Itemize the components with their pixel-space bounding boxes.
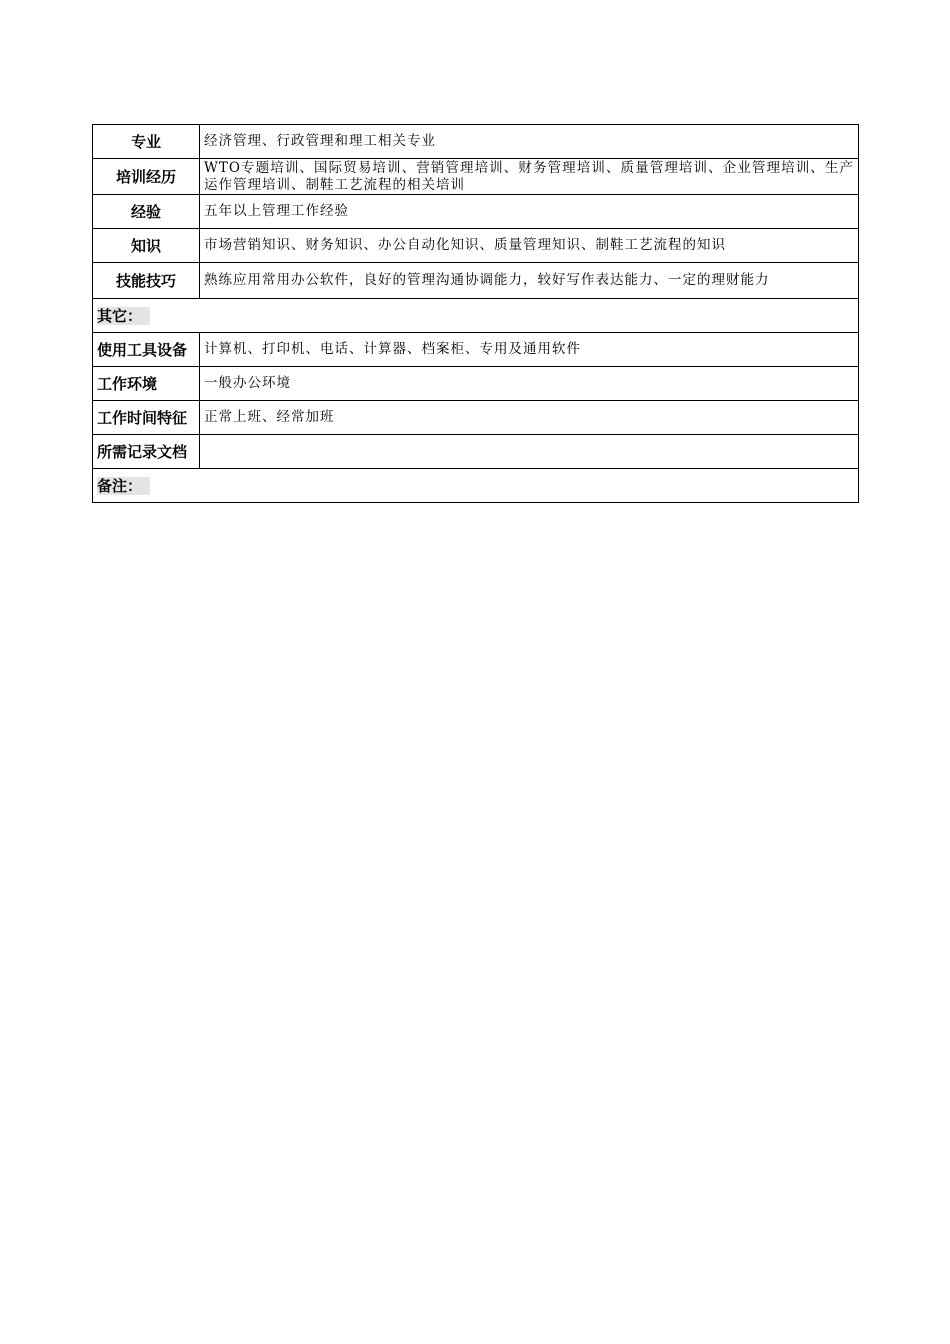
row-value-tools: 计算机、打印机、电话、计算器、档案柜、专用及通用软件 <box>200 333 859 367</box>
row-label-environment: 工作环境 <box>93 367 200 401</box>
table-row <box>93 159 859 195</box>
job-requirements-table <box>92 124 859 503</box>
table-row <box>93 401 859 435</box>
row-value-records <box>200 435 859 469</box>
row-label-tools: 使用工具设备 <box>93 333 200 367</box>
section-label-notes: 备注： <box>97 477 150 495</box>
row-value-training: WTO专题培训、国际贸易培训、营销管理培训、财务管理培训、质量管理培训、企业管理培训、生产运作管理培训、制鞋工艺流程的相关培训 <box>200 159 859 195</box>
row-label-experience: 经验 <box>93 195 200 229</box>
table-row <box>93 367 859 401</box>
row-value-knowledge: 市场营销知识、财务知识、办公自动化知识、质量管理知识、制鞋工艺流程的知识 <box>200 229 859 263</box>
section-title-notes <box>93 469 859 503</box>
table-row <box>93 125 859 159</box>
row-value-environment: 一般办公环境 <box>200 367 859 401</box>
section-row-notes <box>93 469 859 503</box>
row-label-major: 专业 <box>93 125 200 159</box>
row-label-work-hours: 工作时间特征 <box>93 401 200 435</box>
row-label-training: 培训经历 <box>93 159 200 195</box>
table-row <box>93 263 859 299</box>
row-label-records: 所需记录文档 <box>93 435 200 469</box>
row-value-skills: 熟练应用常用办公软件，良好的管理沟通协调能力，较好写作表达能力、一定的理财能力 <box>200 263 859 299</box>
table-row <box>93 229 859 263</box>
row-value-work-hours: 正常上班、经常加班 <box>200 401 859 435</box>
row-label-knowledge: 知识 <box>93 229 200 263</box>
row-label-skills: 技能技巧 <box>93 263 200 299</box>
row-value-experience: 五年以上管理工作经验 <box>200 195 859 229</box>
table-row <box>93 333 859 367</box>
section-row-other <box>93 299 859 333</box>
table-row <box>93 435 859 469</box>
row-value-major: 经济管理、行政管理和理工相关专业 <box>200 125 859 159</box>
table-row <box>93 195 859 229</box>
section-title-other <box>93 299 859 333</box>
section-label-other: 其它： <box>97 307 150 325</box>
